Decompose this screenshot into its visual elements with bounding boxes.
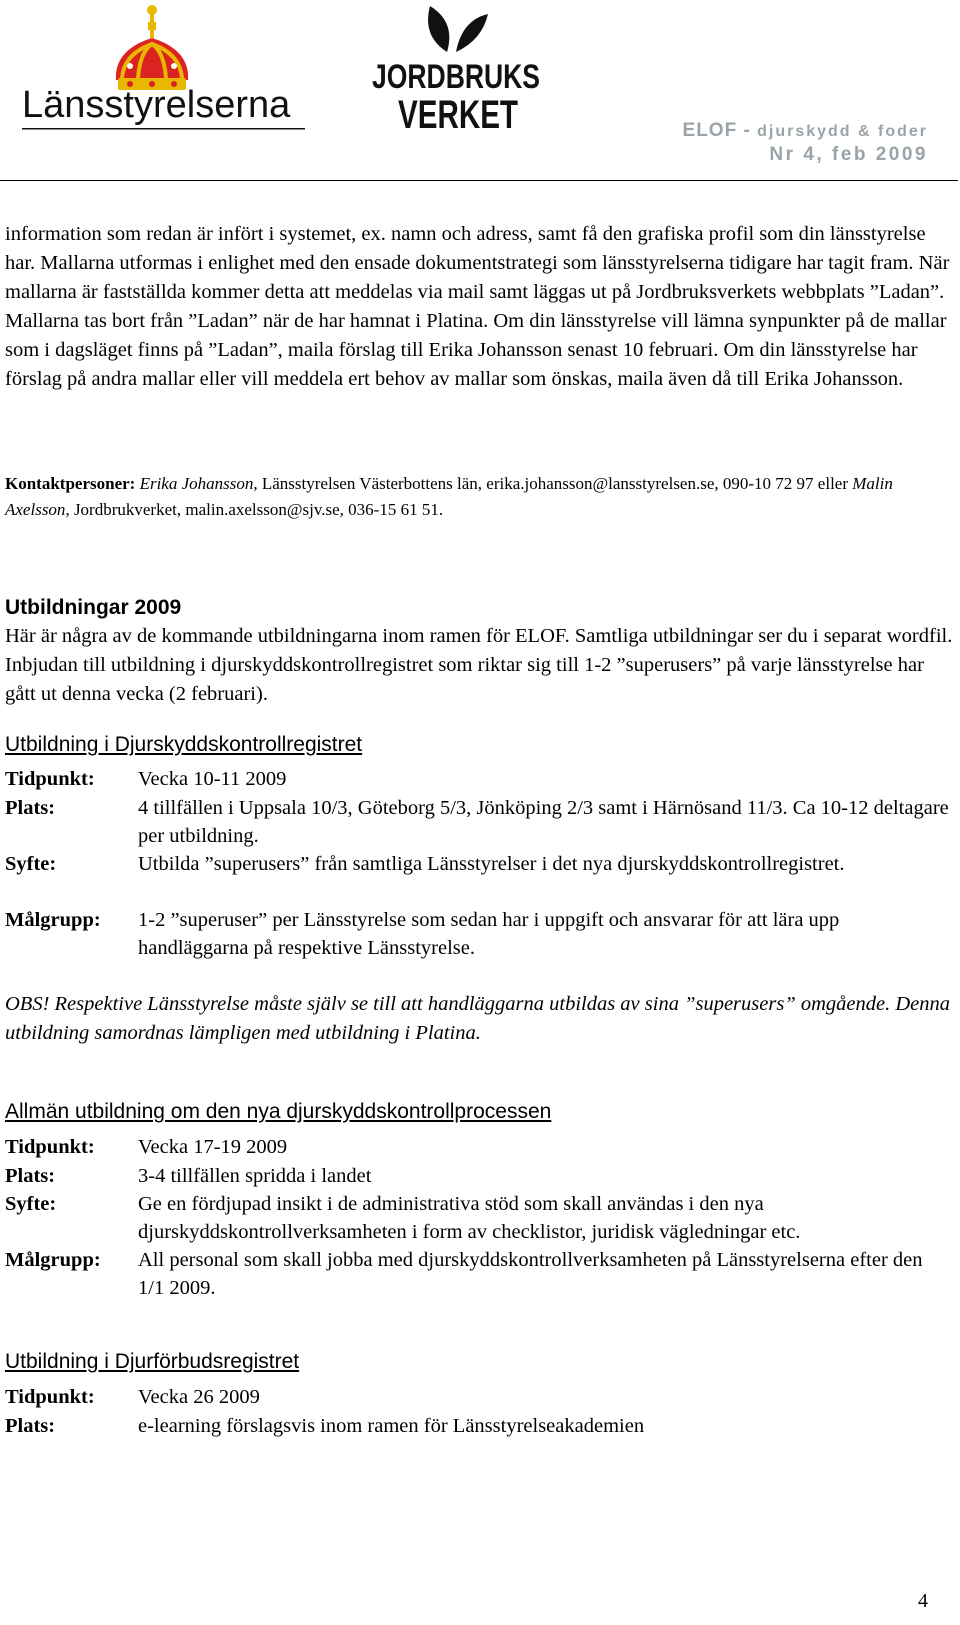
section-paragraph: Här är några av de kommande utbildningarna inom ramen för ELOF. Samtliga utbildningar ser du i separat wordfil. Inbjudan till utbildning i djurskyddskontrollregistret som riktar sig till 1-2 ”superusers” på varje länsstyrelse har gått ut denna vecka (2 februari). xyxy=(5,625,953,705)
course1-title: Utbildning i Djurskyddskontrollregistret xyxy=(5,733,363,756)
lansstyrelserna-logo xyxy=(18,0,318,142)
malgrupp-label: Målgrupp: xyxy=(5,909,101,931)
course2-syfte: Ge en fördjupad insikt i de administrativa stöd som skall användas i den nya djurskyddskontrollverksamheten i form av checklistor, juridisk vägledningar etc. xyxy=(138,1193,801,1243)
syfte-label: Syfte: xyxy=(5,1193,57,1215)
course3-tidpunkt: Vecka 26 2009 xyxy=(138,1386,260,1408)
jordbruksverket-logo xyxy=(372,0,562,142)
section-heading: Utbildningar 2009 xyxy=(5,596,182,619)
course1-obs-note: OBS! Respektive Länsstyrelse måste själv se till att handläggarna utbildas av sina ”superusers” omgående. Denna utbildning samordnas lämpligen med utbildning i Platina. xyxy=(5,993,951,1044)
course1-plats: 4 tillfällen i Uppsala 10/3, Göteborg 5/3, Jönköping 2/3 samt i Härnösand 11/3. Ca 10-12 deltagare per utbildning. xyxy=(138,797,949,847)
issue-number: Nr 4, feb 2009 xyxy=(769,144,928,165)
tidpunkt-label: Tidpunkt: xyxy=(5,1386,95,1408)
course1-malgrupp: 1-2 ”superuser” per Länsstyrelse som sedan har i uppgift och ansvarar för att lära upp handläggarna på respektive Länsstyrelse. xyxy=(138,909,840,959)
logo-left-text: Länsstyrelserna xyxy=(22,84,291,126)
newsletter-header xyxy=(683,120,928,166)
contact-text-1: , Länsstyrelsen Västerbottens län, erika.johansson@lansstyrelsen.se, 090-10 72 97 eller xyxy=(253,474,853,493)
course3-title: Utbildning i Djurförbudsregistret xyxy=(5,1350,300,1373)
contact-name-2: Malin Axelsson xyxy=(5,474,893,519)
contact-text-2: , Jordbrukverket, malin.axelsson@sjv.se, 036-15 61 51. xyxy=(65,500,444,519)
contact-name-1: Erika Johansson xyxy=(139,474,254,493)
leaves-icon xyxy=(428,6,488,52)
plats-label: Plats: xyxy=(5,797,56,819)
course2-tidpunkt: Vecka 17-19 2009 xyxy=(138,1136,288,1158)
tidpunkt-label: Tidpunkt: xyxy=(5,1136,95,1158)
intro-paragraph: information som redan är infört i systemet, ex. namn och adress, samt få den grafiska profil som din länsstyrelse har. Mallarna utformas i enlighet med den ensade dokumentstrategi som länsstyrelserna tidigare har tagit fram. När mallarna är fastställda kommer detta att meddelas via mail samt läggas ut på Jordbruksverkets webbplats ”Ladan”. Mallarna tas bort från ”Ladan” när de har hamnat i Platina. Om din länsstyrelse vill lämna synpunkter på de mallar som i dagsläget finns på ”Ladan”, maila förslag till Erika Johansson senast 10 februari. Om din länsstyrelse har förslag på andra mallar eller vill meddela ert behov av mallar som önskas, maila även då till Erika Johansson. xyxy=(5,223,950,390)
course1-tidpunkt: Vecka 10-11 2009 xyxy=(138,768,287,790)
tidpunkt-label: Tidpunkt: xyxy=(5,768,95,790)
crown-icon xyxy=(116,5,188,90)
syfte-label: Syfte: xyxy=(5,853,57,875)
logo-right-line2: VERKET xyxy=(398,93,518,137)
course2-title: Allmän utbildning om den nya djurskyddskontrollprocessen xyxy=(5,1100,552,1123)
newsletter-title: ELOF - xyxy=(682,120,751,141)
contact-paragraph xyxy=(5,471,953,523)
plats-label: Plats: xyxy=(5,1165,56,1187)
course2-plats: 3-4 tillfällen spridda i landet xyxy=(138,1165,372,1187)
course3-plats: e-learning förslagsvis inom ramen för Länsstyrelseakademien xyxy=(138,1415,645,1437)
malgrupp-label: Målgrupp: xyxy=(5,1249,101,1271)
newsletter-subtitle: djurskydd & foder xyxy=(757,123,928,140)
header-divider xyxy=(0,180,958,181)
page-number: 4 xyxy=(918,1590,928,1612)
logo-right-line1: JORDBRUKS xyxy=(372,58,540,96)
course1-syfte: Utbilda ”superusers” från samtliga Länsstyrelser i det nya djurskyddskontrollregistret. xyxy=(138,853,845,875)
contact-label: Kontaktpersoner: xyxy=(5,474,136,493)
plats-label: Plats: xyxy=(5,1415,56,1437)
course2-malgrupp: All personal som skall jobba med djurskyddskontrollverksamheten på Länsstyrelserna efter den 1/1 2009. xyxy=(138,1249,923,1299)
